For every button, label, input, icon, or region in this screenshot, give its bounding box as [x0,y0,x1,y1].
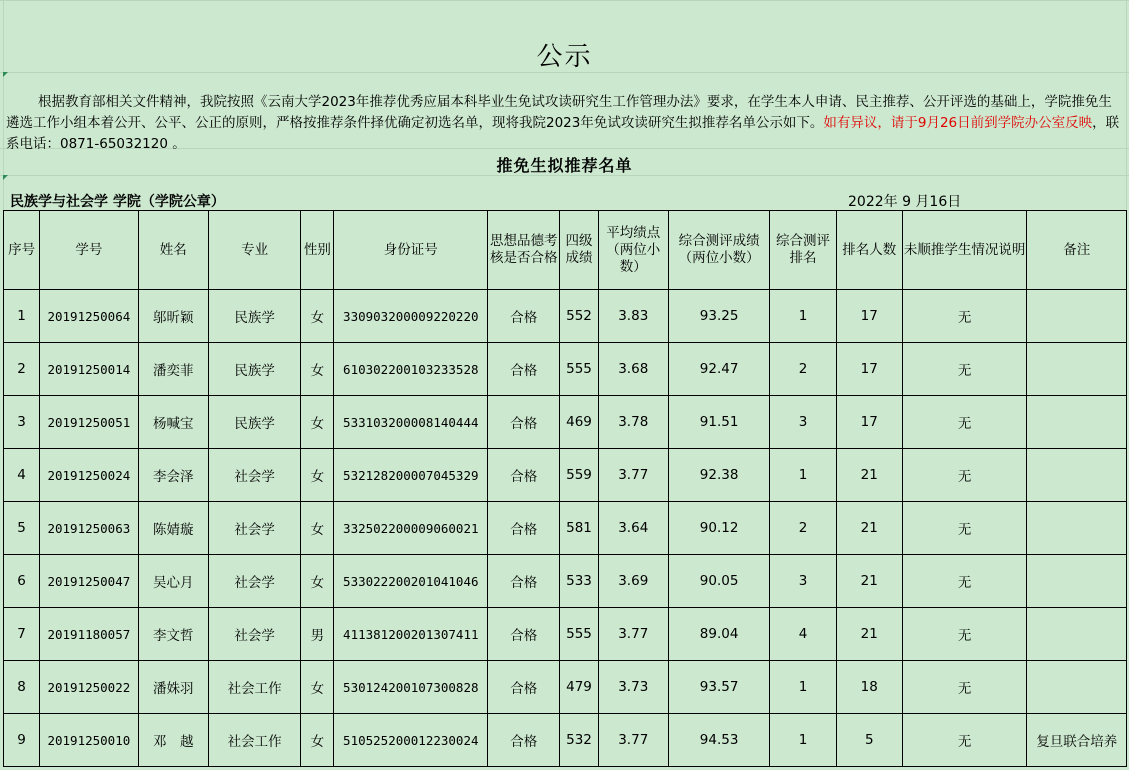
cell-name[interactable]: 邬昕颖 [138,290,208,343]
cell-composite-score[interactable]: 92.38 [668,449,769,502]
cell-moral-check[interactable]: 合格 [488,608,560,661]
cell-composite-rank[interactable]: 3 [770,555,836,608]
cell-composite-rank[interactable]: 1 [770,714,836,767]
cell-name[interactable]: 李文哲 [138,608,208,661]
cell-composite-score[interactable]: 94.53 [668,714,769,767]
cell-name[interactable]: 邓 越 [138,714,208,767]
cell-gpa[interactable]: 3.68 [598,343,668,396]
cell-explanation[interactable]: 无 [902,661,1027,714]
cell-name[interactable]: 李会泽 [138,449,208,502]
cell-cet4-score[interactable]: 479 [560,661,598,714]
cell-seq[interactable]: 2 [4,343,40,396]
cell-major[interactable]: 民族学 [208,343,300,396]
cell-gender[interactable]: 女 [301,714,334,767]
cell-seq[interactable]: 8 [4,661,40,714]
cell-id-number[interactable]: 332502200009060021 [334,502,488,555]
notice-objection-text: 如有异议，请于9月26日前到学院办公室反映 [823,115,1093,131]
cell-gender[interactable]: 女 [301,555,334,608]
cell-composite-score[interactable]: 90.12 [668,502,769,555]
cell-moral-check[interactable]: 合格 [488,502,560,555]
cell-major[interactable]: 民族学 [208,396,300,449]
recommendation-table [3,210,1127,767]
notice-contact-text: ，联系电话：0871-65032120 。 [6,115,1120,152]
cell-cet4-score[interactable]: 532 [560,714,598,767]
grid-line [0,0,1129,1]
cell-gender[interactable]: 女 [301,290,334,343]
cell-student-id[interactable]: 20191180057 [40,608,138,661]
cell-moral-check[interactable]: 合格 [488,396,560,449]
column-header-seq[interactable]: 序号 [4,211,40,290]
cell-composite-score[interactable]: 89.04 [668,608,769,661]
cell-id-number[interactable]: 533022200201041046 [334,555,488,608]
cell-moral-check[interactable]: 合格 [488,290,560,343]
cell-name[interactable]: 潘姝羽 [138,661,208,714]
cell-remarks[interactable] [1027,608,1127,661]
column-header-rank-count[interactable]: 排名人数 [836,211,902,290]
cell-remarks[interactable] [1027,555,1127,608]
cell-gender[interactable]: 男 [301,608,334,661]
cell-moral-check[interactable]: 合格 [488,714,560,767]
cell-name[interactable]: 杨喊宝 [138,396,208,449]
cell-major[interactable]: 社会学 [208,449,300,502]
cell-moral-check[interactable]: 合格 [488,343,560,396]
cell-id-number[interactable]: 330903200009220220 [334,290,488,343]
cell-composite-score[interactable]: 92.47 [668,343,769,396]
cell-name[interactable]: 陈婧璇 [138,502,208,555]
cell-seq[interactable]: 9 [4,714,40,767]
cell-rank-count[interactable]: 21 [836,502,902,555]
cell-cet4-score[interactable]: 469 [560,396,598,449]
column-header-explanation[interactable]: 未顺推学生情况说明 [902,211,1027,290]
cell-composite-rank[interactable]: 1 [770,449,836,502]
cell-remarks[interactable]: 复旦联合培养 [1027,714,1127,767]
cell-composite-score[interactable]: 93.57 [668,661,769,714]
cell-explanation[interactable]: 无 [902,290,1027,343]
notice-paragraph [6,92,1122,155]
cell-major[interactable]: 社会学 [208,555,300,608]
cell-gender[interactable]: 女 [301,661,334,714]
column-header-id-number[interactable]: 身份证号 [334,211,488,290]
cell-gender[interactable]: 女 [301,343,334,396]
cell-rank-count[interactable]: 21 [836,449,902,502]
cell-gpa[interactable]: 3.77 [598,608,668,661]
cell-seq[interactable]: 4 [4,449,40,502]
college-label: 民族学与社会学 学院（学院公章） [10,194,225,210]
cell-gpa[interactable]: 3.73 [598,661,668,714]
cell-student-id[interactable]: 20191250063 [40,502,138,555]
cell-cet4-score[interactable]: 555 [560,343,598,396]
column-header-name[interactable]: 姓名 [138,211,208,290]
notice-date: 2022年 9 月16日 [848,194,962,210]
header-row [4,211,1127,290]
cell-name[interactable]: 吴心月 [138,555,208,608]
cell-student-id[interactable]: 20191250047 [40,555,138,608]
cell-seq[interactable]: 6 [4,555,40,608]
cell-remarks[interactable] [1027,343,1127,396]
cell-student-id[interactable]: 20191250014 [40,343,138,396]
cell-remarks[interactable] [1027,449,1127,502]
cell-composite-score[interactable]: 93.25 [668,290,769,343]
notice-text: 根据教育部相关文件精神，我院按照《云南大学2023年推荐优秀应届本科毕业生免试攻读研究生工作管理办法》要求，在学生本人申请、民主推荐、公开评选的基础上，学院推免生遴选工作小组本着公开、公平、公正的原则，严格按推荐条件择优确定初选名单，现将我院2023年免试攻读研究生拟推荐名单公示如下。 [6,94,1112,131]
cell-gpa[interactable]: 3.83 [598,290,668,343]
cell-remarks[interactable] [1027,661,1127,714]
cell-seq[interactable]: 7 [4,608,40,661]
cell-composite-score[interactable]: 90.05 [668,555,769,608]
column-header-gender[interactable]: 性别 [301,211,334,290]
cell-seq[interactable]: 3 [4,396,40,449]
cell-explanation[interactable]: 无 [902,343,1027,396]
cell-explanation[interactable]: 无 [902,449,1027,502]
cell-remarks[interactable] [1027,396,1127,449]
cell-explanation[interactable]: 无 [902,555,1027,608]
cell-id-number[interactable]: 510525200012230024 [334,714,488,767]
table-header [4,211,1127,290]
cell-explanation[interactable]: 无 [902,714,1027,767]
cell-cet4-score[interactable]: 555 [560,608,598,661]
cell-student-id[interactable]: 20191250022 [40,661,138,714]
cell-major[interactable]: 社会学 [208,608,300,661]
cell-rank-count[interactable]: 5 [836,714,902,767]
column-header-remarks[interactable]: 备注 [1027,211,1127,290]
cell-composite-rank[interactable]: 2 [770,343,836,396]
table-row [4,714,1127,767]
cell-composite-rank[interactable]: 2 [770,502,836,555]
cell-rank-count[interactable]: 17 [836,290,902,343]
list-subtitle: 推免生拟推荐名单 [496,156,633,175]
page-title: 公示 [536,42,593,72]
table-row [4,661,1127,714]
cell-gpa[interactable]: 3.77 [598,714,668,767]
cell-student-id[interactable]: 20191250051 [40,396,138,449]
column-header-composite-score[interactable]: 综合测评成绩（两位小数） [668,211,769,290]
cell-major[interactable]: 社会工作 [208,714,300,767]
cell-gpa[interactable]: 3.77 [598,449,668,502]
cell-gender[interactable]: 女 [301,449,334,502]
cell-gender[interactable]: 女 [301,502,334,555]
cell-moral-check[interactable]: 合格 [488,555,560,608]
cell-id-number[interactable]: 610302200103233528 [334,343,488,396]
table-row [4,396,1127,449]
cell-seq[interactable]: 5 [4,502,40,555]
cell-gender[interactable]: 女 [301,396,334,449]
column-header-student-id[interactable]: 学号 [40,211,138,290]
cell-seq[interactable]: 1 [4,290,40,343]
cell-composite-rank[interactable]: 3 [770,396,836,449]
cell-composite-rank[interactable]: 1 [770,661,836,714]
cell-rank-count[interactable]: 17 [836,396,902,449]
cell-gpa[interactable]: 3.69 [598,555,668,608]
cell-cet4-score[interactable]: 559 [560,449,598,502]
table-row [4,502,1127,555]
table-row [4,290,1127,343]
cell-major[interactable]: 社会学 [208,502,300,555]
cell-moral-check[interactable]: 合格 [488,449,560,502]
table-row [4,608,1127,661]
cell-gpa[interactable]: 3.78 [598,396,668,449]
cell-id-number[interactable]: 411381200201307411 [334,608,488,661]
cell-id-number[interactable]: 533103200008140444 [334,396,488,449]
cell-moral-check[interactable]: 合格 [488,661,560,714]
cell-gpa[interactable]: 3.64 [598,502,668,555]
cell-student-id[interactable]: 20191250064 [40,290,138,343]
cell-name[interactable]: 潘奕菲 [138,343,208,396]
cell-major[interactable]: 民族学 [208,290,300,343]
column-header-moral-check[interactable]: 思想品德考核是否合格 [488,211,560,290]
cell-explanation[interactable]: 无 [902,502,1027,555]
table-row [4,449,1127,502]
grid-line [1126,0,1127,210]
cell-explanation[interactable]: 无 [902,608,1027,661]
table-row [4,555,1127,608]
column-header-composite-rank[interactable]: 综合测评排名 [770,211,836,290]
cell-student-id[interactable]: 20191250024 [40,449,138,502]
cell-composite-rank[interactable]: 1 [770,290,836,343]
cell-rank-count[interactable]: 18 [836,661,902,714]
cell-rank-count[interactable]: 21 [836,608,902,661]
cell-composite-score[interactable]: 91.51 [668,396,769,449]
cell-composite-rank[interactable]: 4 [770,608,836,661]
cell-remarks[interactable] [1027,290,1127,343]
cell-cet4-score[interactable]: 533 [560,555,598,608]
cell-id-number[interactable]: 530124200107300828 [334,661,488,714]
table-row [4,343,1127,396]
table-body [4,290,1127,767]
cell-explanation[interactable]: 无 [902,396,1027,449]
cell-rank-count[interactable]: 21 [836,555,902,608]
column-header-major[interactable]: 专业 [208,211,300,290]
cell-student-id[interactable]: 20191250010 [40,714,138,767]
cell-major[interactable]: 社会工作 [208,661,300,714]
cell-rank-count[interactable]: 17 [836,343,902,396]
column-header-cet4-score[interactable]: 四级成绩 [560,211,598,290]
cell-cet4-score[interactable]: 552 [560,290,598,343]
column-header-gpa[interactable]: 平均绩点（两位小数） [598,211,668,290]
cell-remarks[interactable] [1027,502,1127,555]
cell-id-number[interactable]: 532128200007045329 [334,449,488,502]
cell-cet4-score[interactable]: 581 [560,502,598,555]
